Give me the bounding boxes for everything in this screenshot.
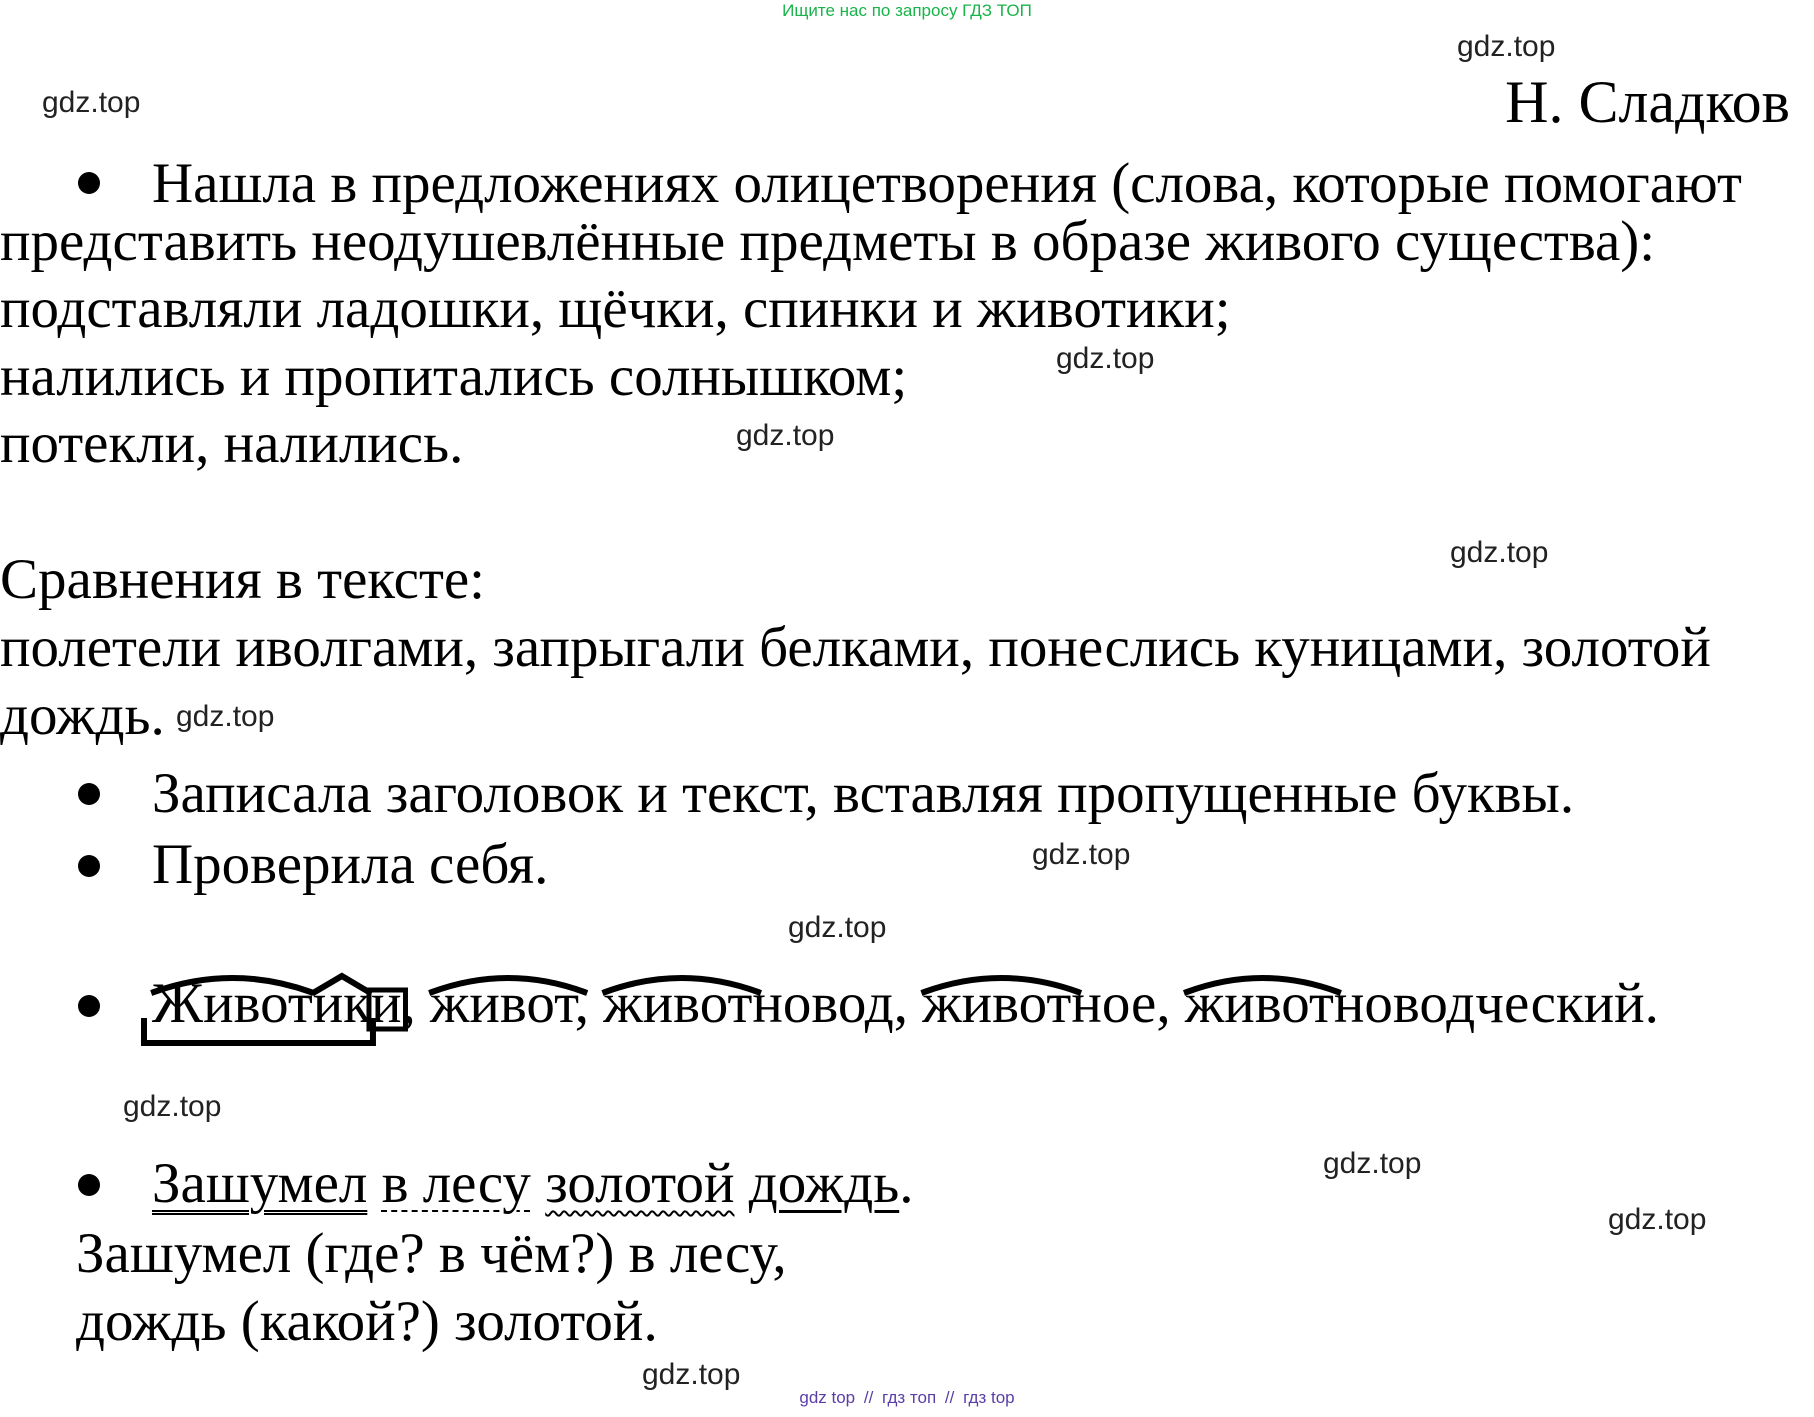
watermark: gdz.top (42, 86, 141, 119)
watermark: gdz.top (176, 700, 275, 733)
footer-link[interactable]: гдз топ (882, 1388, 937, 1407)
personification-item: налились и пропитались солнышком; (0, 345, 908, 408)
watermark: gdz.top (642, 1358, 741, 1391)
morpheme-word: животное (922, 972, 1157, 1035)
analyzed-sentence: Зашумел в лесу золотой дождь. (152, 1152, 914, 1215)
footer-link[interactable]: гдз top (963, 1388, 1015, 1407)
personification-item: потекли, налились. (0, 412, 464, 475)
watermark: gdz.top (123, 1090, 222, 1123)
personification-intro: Нашла в предложениях олицетворения (слова, которые помогают (152, 152, 1742, 215)
morpheme-word-line: Животики, живот, животновод, животное, животноводческий. (152, 972, 1659, 1035)
watermark: gdz.top (1608, 1203, 1707, 1236)
morpheme-word: Животики (152, 972, 402, 1035)
comparisons-line: дождь. (0, 684, 165, 747)
attribute: золотой (545, 1152, 735, 1215)
adverbial-modifier: в лесу (381, 1152, 531, 1215)
morpheme-word: живот (429, 972, 575, 1035)
personification-intro-cont: представить неодушевлённые предметы в образе живого существа): (0, 210, 1656, 273)
root-arc (1187, 978, 1338, 992)
root-arc (924, 978, 1078, 992)
watermark: gdz.top (1450, 536, 1549, 569)
root-arc (432, 978, 584, 992)
watermark: gdz.top (736, 419, 835, 452)
watermark: gdz.top (1323, 1147, 1422, 1180)
suffix-caret (315, 976, 369, 992)
question-line: дождь (какой?) золотой. (76, 1290, 658, 1353)
top-banner[interactable]: Ищите нас по запросу ГДЗ ТОП (782, 1, 1032, 20)
comparisons-line: полетели иволгами, запрыгали белками, понеслись куницами, золотой (0, 616, 1711, 679)
morpheme-word: животноводческий (1184, 972, 1645, 1035)
comparisons-heading: Сравнения в тексте: (0, 548, 486, 611)
bullet-dot (78, 1174, 100, 1196)
morpheme-word: животновод (603, 972, 894, 1035)
watermark: gdz.top (1457, 30, 1556, 63)
personification-item: подставляли ладошки, щёчки, спинки и животики; (0, 277, 1231, 340)
footer-link[interactable]: gdz top (799, 1388, 856, 1407)
task-bullet-text: Проверила себя. (152, 833, 549, 896)
task-bullet-text: Записала заголовок и текст, вставляя пропущенные буквы. (152, 762, 1575, 825)
root-arc (605, 978, 758, 992)
watermark: gdz.top (1056, 342, 1155, 375)
stem-bracket (144, 1021, 373, 1043)
watermark: gdz.top (788, 911, 887, 944)
author-name: Н. Сладков (1505, 69, 1790, 135)
predicate: Зашумел (152, 1152, 368, 1215)
question-line: Зашумел (где? в чём?) в лесу, (76, 1222, 787, 1285)
footer-links: gdz top // гдз топ // гдз top (799, 1388, 1015, 1407)
root-arc (154, 978, 311, 992)
subject: дождь (748, 1152, 900, 1215)
watermark: gdz.top (1032, 838, 1131, 871)
